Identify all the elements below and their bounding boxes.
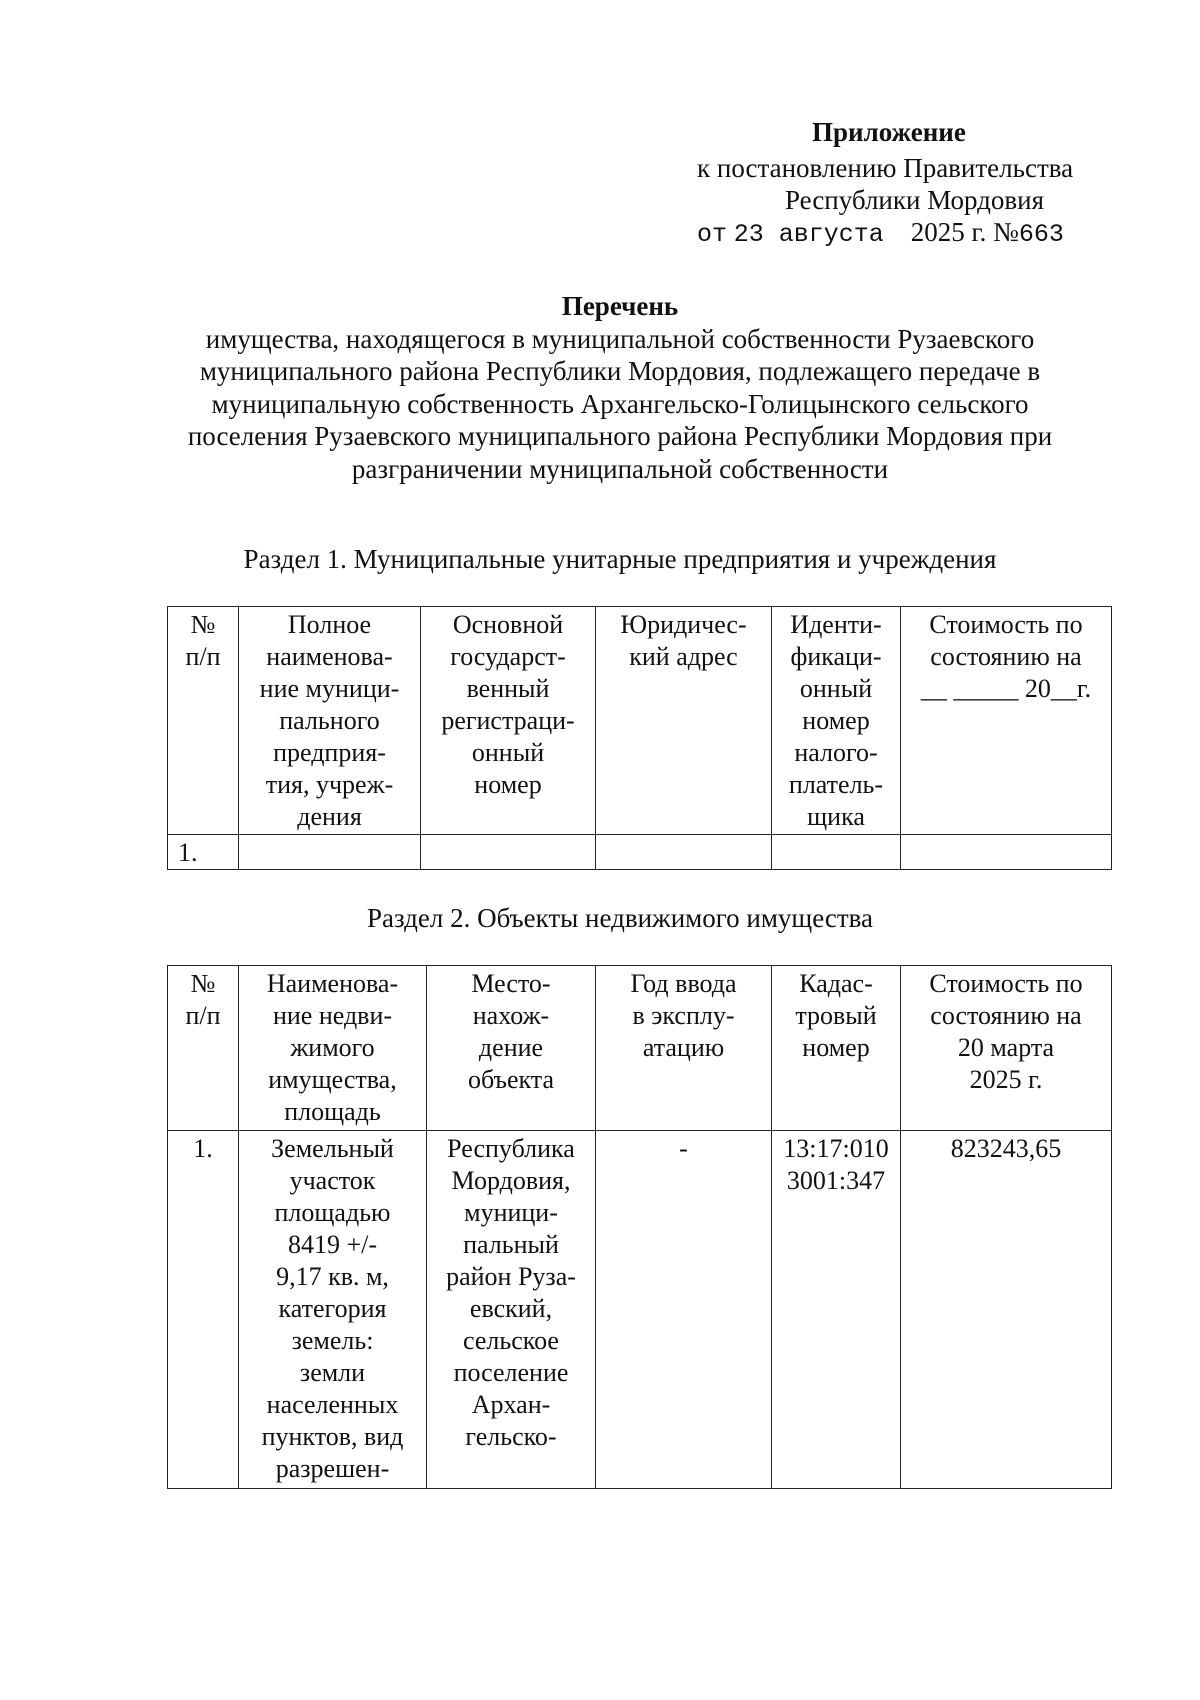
- header-cell-cadastral-number: Кадас- тровый номер: [772, 966, 901, 1131]
- row-cell-cost: 823243,65: [901, 1131, 1112, 1489]
- section-2-title: Раздел 2. Объекты недвижимого имущества: [366, 903, 874, 933]
- document-heading: [150, 290, 1090, 485]
- date-number: 663: [1018, 220, 1064, 249]
- row-cell-property-name: Земельный участок площадью 8419 +/- 9,17 кв. м, категория земель: земли населенных пунктов, вид разрешен-: [239, 1131, 427, 1489]
- appendix-line-1: к постановлению Правительства: [697, 153, 1074, 183]
- table-header-row: [168, 607, 1112, 835]
- header-cell-location: Место- нахож- дение объекта: [427, 966, 596, 1131]
- heading-title: Перечень: [561, 291, 679, 321]
- header-cell-commissioning-year: Год ввода в эксплу- атацию: [596, 966, 772, 1131]
- header-cell-cost: Стоимость по состоянию на 20 марта 2025 г.: [901, 966, 1112, 1131]
- header-cell-number: № п/п: [168, 607, 239, 835]
- header-cell-inn: Иденти- фикаци- онный номер налого- платель- щика: [772, 607, 901, 835]
- row-cell-legal-address: [596, 835, 772, 870]
- date-day-month: 23 августа: [733, 220, 884, 249]
- heading-line-1: имущества, находящегося в муниципальной собственности Рузаевского: [205, 323, 1035, 354]
- row-cell-full-name: [239, 835, 421, 870]
- section-1-table: [167, 606, 1112, 870]
- section-2-table: [167, 965, 1112, 1489]
- header-cell-legal-address: Юридичес- кий адрес: [596, 607, 772, 835]
- heading-line-4: поселения Рузаевского муниципального района Республики Мордовия при: [187, 421, 1053, 451]
- row-cell-cadastral-number: 13:17:010 3001:347: [772, 1131, 901, 1489]
- header-cell-cost: Стоимость по состоянию на __ _____ 20__г.: [901, 607, 1112, 835]
- row-cell-ogrn: [421, 835, 596, 870]
- header-cell-ogrn: Основной государст- венный регистраци- онный номер: [421, 607, 596, 835]
- heading-line-2: муниципального района Республики Мордовия, подлежащего передаче в: [199, 356, 1041, 386]
- table-row: [168, 835, 1112, 870]
- table-row: [168, 1131, 1112, 1489]
- appendix-date-line: [697, 216, 1064, 251]
- row-cell-location: Республика Мордовия, муници- пальный район Руза- евский, сельское поселение Архан- гельско-: [427, 1131, 596, 1489]
- heading-line-3: муниципальную собственность Архангельско-Голицынского сельского: [211, 388, 1029, 419]
- header-cell-full-name: Полное наименова- ние муници- пального предприя- тия, учреж- дения: [239, 607, 421, 835]
- appendix-title: Приложение: [812, 117, 966, 147]
- row-cell-cost: [901, 835, 1112, 870]
- row-cell-inn: [772, 835, 901, 870]
- heading-line-5: разграничении муниципальной собственности: [351, 453, 889, 484]
- row-number: 1.: [168, 835, 239, 870]
- section-1-title: Раздел 1. Муниципальные унитарные предприятия и учреждения: [243, 544, 997, 574]
- header-cell-property-name: Наименова- ние недви- жимого имущества, площадь: [239, 966, 427, 1131]
- header-cell-number: № п/п: [168, 966, 239, 1131]
- row-cell-commissioning-year: -: [596, 1131, 772, 1489]
- date-year: 2025 г. №: [910, 217, 1019, 247]
- appendix-block: [0, 0, 1200, 260]
- appendix-line-2: Республики Мордовия: [785, 185, 1045, 215]
- row-number: 1.: [168, 1131, 239, 1489]
- date-prefix: от: [697, 220, 728, 249]
- table-header-row: [168, 966, 1112, 1131]
